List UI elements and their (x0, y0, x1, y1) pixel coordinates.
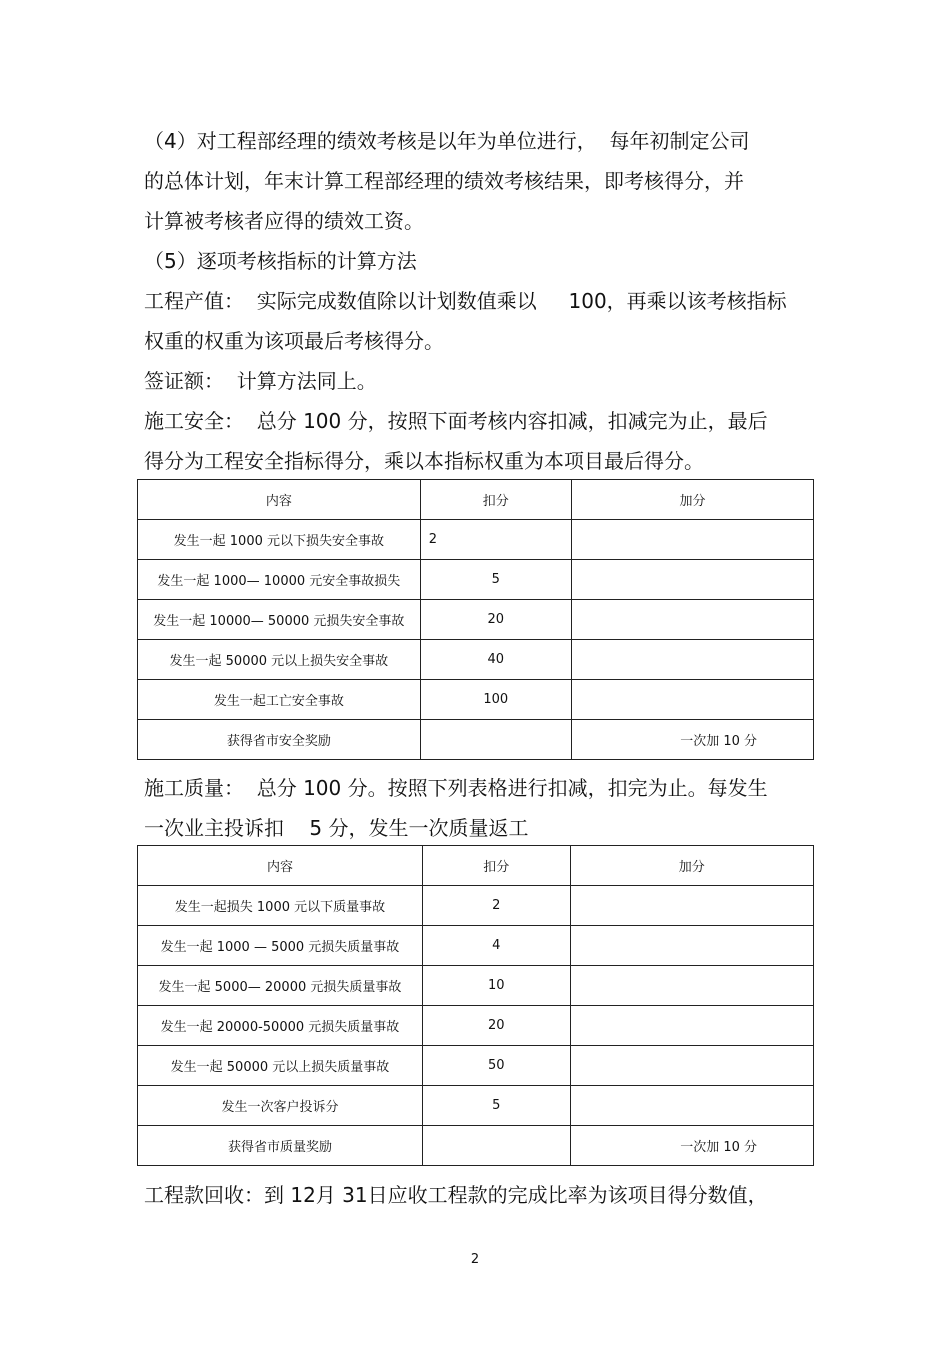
header-deduct: 扣分 (422, 846, 570, 886)
row-deduct: 5 (420, 560, 571, 600)
row-deduct: 10 (422, 966, 570, 1006)
row-bonus (570, 1086, 813, 1126)
row-bonus (570, 966, 813, 1006)
header-content: 内容 (138, 480, 421, 520)
row-content: 发生一起 20000-50000 元损失质量事故 (138, 1006, 423, 1046)
row-deduct: 100 (420, 680, 571, 720)
row-content: 获得省市安全奖励 (138, 720, 421, 760)
table-row (138, 600, 814, 640)
row-bonus: 一次加 10 分 (570, 1126, 813, 1166)
row-content: 发生一起 1000 — 5000 元损失质量事故 (138, 926, 423, 966)
row-deduct: 2 (422, 886, 570, 926)
paragraph-line-11: 一次业主投诉扣 5 分，发生一次质量返工 (144, 816, 529, 840)
table-row (138, 560, 814, 600)
row-content: 发生一起 50000 元以上损失质量事故 (138, 1046, 423, 1086)
paragraph-line-4: （5）逐项考核指标的计算方法 (144, 249, 417, 273)
table-row (138, 640, 814, 680)
table-row (138, 680, 814, 720)
row-content: 发生一起 5000— 20000 元损失质量事故 (138, 966, 423, 1006)
paragraph-line-7: 签证额： 计算方法同上。 (144, 369, 377, 393)
row-content: 获得省市质量奖励 (138, 1126, 423, 1166)
paragraph-line-2: 的总体计划，年末计算工程部经理的绩效考核结果，即考核得分，并 (144, 169, 744, 193)
row-content: 发生一起损失 1000 元以下质量事故 (138, 886, 423, 926)
row-deduct (422, 1126, 570, 1166)
paragraph-line-3: 计算被考核者应得的绩效工资。 (144, 209, 424, 233)
paragraph-line-10: 施工质量： 总分 100 分。按照下列表格进行扣减，扣完为止。每发生 (144, 776, 768, 800)
row-content: 发生一起工亡安全事故 (138, 680, 421, 720)
row-bonus (571, 600, 813, 640)
row-bonus (571, 640, 813, 680)
row-deduct: 50 (422, 1046, 570, 1086)
row-deduct (420, 720, 571, 760)
row-bonus (570, 926, 813, 966)
table-row (138, 1126, 814, 1166)
paragraph-line-5: 工程产值： 实际完成数值除以计划数值乘以 100，再乘以该考核指标 (144, 289, 787, 313)
row-content: 发生一起 50000 元以上损失安全事故 (138, 640, 421, 680)
row-deduct: 20 (422, 1006, 570, 1046)
page-number: 2 (470, 1252, 480, 1267)
table-row (138, 1086, 814, 1126)
paragraph-line-1: （4）对工程部经理的绩效考核是以年为单位进行， 每年初制定公司 (144, 129, 750, 153)
row-bonus (571, 680, 813, 720)
row-deduct: 20 (420, 600, 571, 640)
row-content: 发生一起 1000 元以下损失安全事故 (138, 520, 421, 560)
row-bonus (570, 886, 813, 926)
table-row (138, 926, 814, 966)
row-bonus (571, 520, 813, 560)
row-content: 发生一起 10000— 50000 元损失安全事故 (138, 600, 421, 640)
paragraph-line-6: 权重的权重为该项最后考核得分。 (144, 329, 444, 353)
row-bonus (570, 1046, 813, 1086)
table-row (138, 520, 814, 560)
header-bonus: 加分 (570, 846, 813, 886)
table-row (138, 886, 814, 926)
paragraph-line-9: 得分为工程安全指标得分，乘以本指标权重为本项目最后得分。 (144, 449, 704, 473)
table-row (138, 1046, 814, 1086)
table-row (138, 720, 814, 760)
quality-table (137, 845, 814, 1166)
row-bonus: 一次加 10 分 (571, 720, 813, 760)
row-bonus (571, 560, 813, 600)
header-deduct: 扣分 (420, 480, 571, 520)
row-bonus (570, 1006, 813, 1046)
paragraph-line-8: 施工安全： 总分 100 分，按照下面考核内容扣减，扣减完为止，最后 (144, 409, 768, 433)
table-header-row (138, 846, 814, 886)
row-deduct: 40 (420, 640, 571, 680)
safety-table (137, 479, 814, 760)
row-deduct: 2 (420, 520, 571, 560)
header-content: 内容 (138, 846, 423, 886)
row-deduct: 5 (422, 1086, 570, 1126)
row-deduct: 4 (422, 926, 570, 966)
row-content: 发生一起 1000— 10000 元安全事故损失 (138, 560, 421, 600)
table-header-row (138, 480, 814, 520)
table-row (138, 1006, 814, 1046)
header-bonus: 加分 (571, 480, 813, 520)
table-row (138, 966, 814, 1006)
row-content: 发生一次客户投诉分 (138, 1086, 423, 1126)
paragraph-line-12: 工程款回收：到 12月 31日应收工程款的完成比率为该项目得分数值， (144, 1183, 768, 1207)
